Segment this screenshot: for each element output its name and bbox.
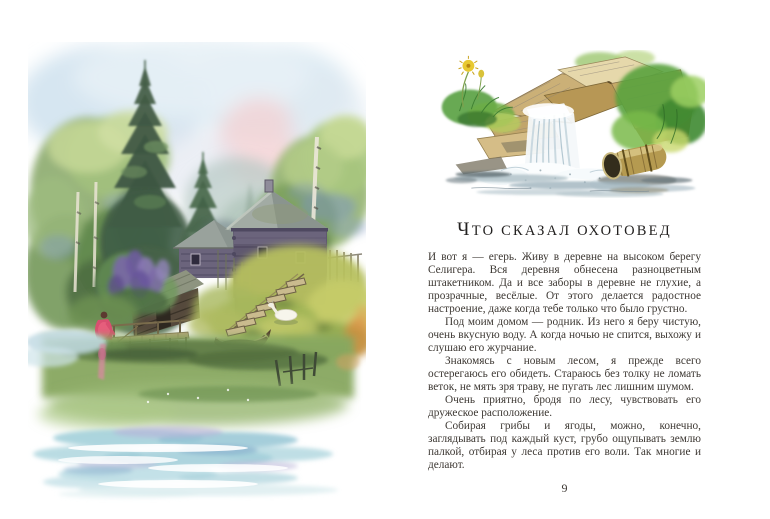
paragraph-2: Под моим домом — родник. Из него я беру чистую, очень вкусную воду. А когда ночью не спится, выхожу и слушаю его журчание. <box>428 316 701 354</box>
grass-clump <box>442 84 521 133</box>
title-initial: Ч <box>457 219 472 240</box>
paragraph-1: И вот я — егерь. Живу в деревне на высоком берегу Селигера. Вся деревня обнесена разноцветным штакетником. Да и все заборы в деревне не глухие, а прозрачные, весёлые. От этого делается радостное настроение, даже когда тебе только что было грустно. <box>428 251 701 315</box>
page-number: 9 <box>561 481 568 495</box>
waterfall-illustration-wrap <box>440 50 705 198</box>
plants-right <box>611 64 705 153</box>
title-rest: ТО СКАЗАЛ ОХОТОВЕД <box>471 223 672 239</box>
village-lake-illustration <box>28 42 366 504</box>
paragraph-4: Очень приятно, бродя по лесу, чувствовать его дружеское расположение. <box>428 394 701 419</box>
left-page <box>28 42 366 504</box>
chimney <box>265 180 273 192</box>
chapter-title <box>428 220 701 241</box>
chapter-text-column <box>428 220 701 496</box>
paragraph-5: Собирая грибы и ягоды, можно, конечно, заглядывать под каждый куст, грубо ощупывать землю палкой, отбирая у леса против его воли. Так многие и делают. <box>428 420 701 471</box>
waterfall-illustration <box>440 50 705 198</box>
lake-water <box>28 330 360 498</box>
paragraph-3: Знакомясь с новым лесом, я прежде всего остерегаюсь его обидеть. Стараюсь без толку не ломать веток, не мять зря траву, не пугать лес лишним шумом. <box>428 355 701 393</box>
